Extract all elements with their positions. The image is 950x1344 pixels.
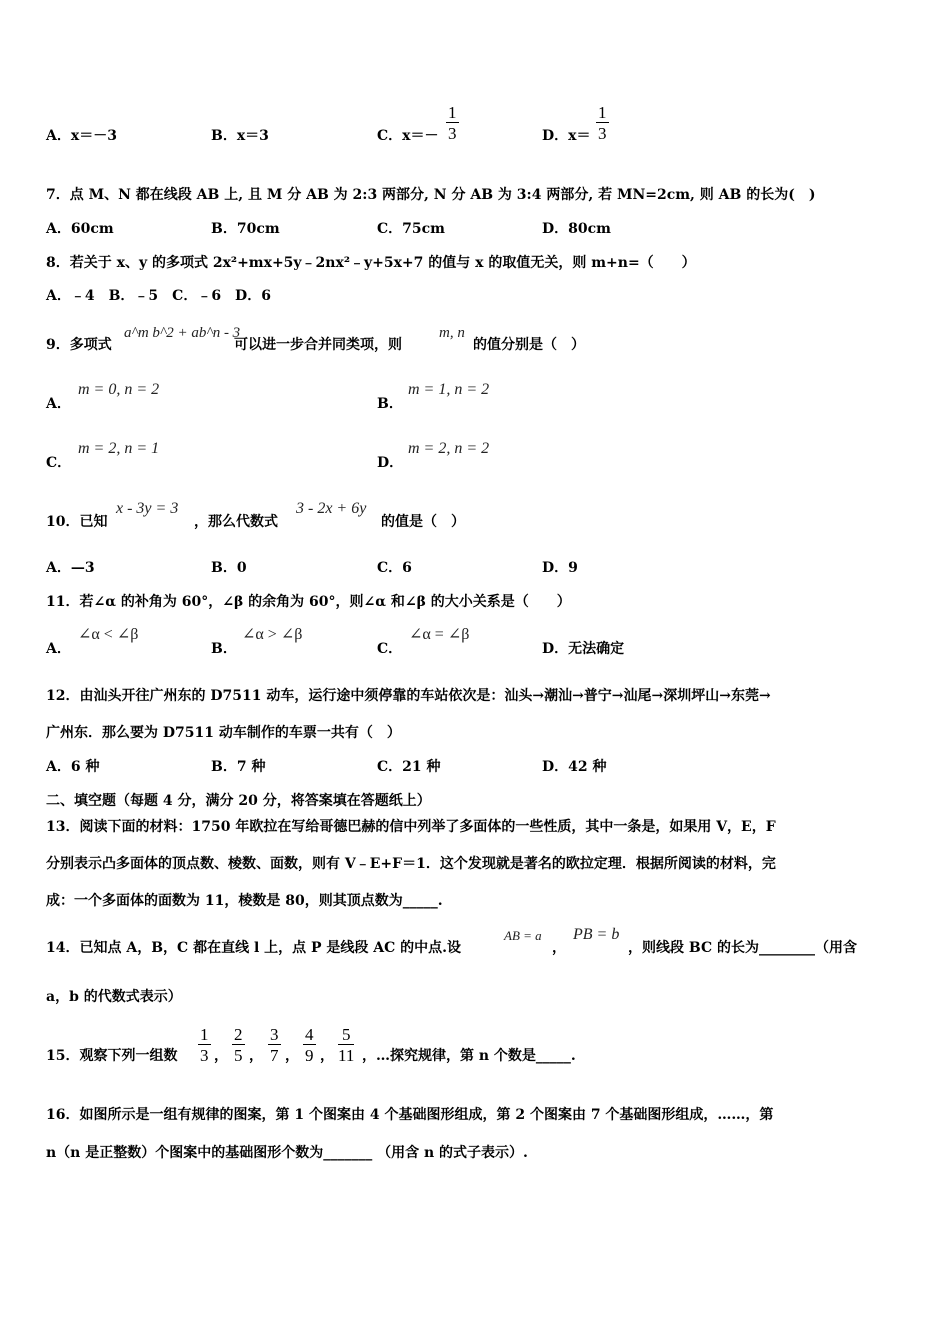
q15-separator: ， [249,1048,263,1064]
q12-option-a: A．6 种 [46,759,100,775]
q9-mid: 可以进一步合并同类项，则 [234,337,402,353]
q14-expr-ab: AB = a [504,928,542,943]
q11-option-a-expr: ∠α < ∠β [78,626,139,643]
q10-expression: 3 - 2x + 6y [296,500,367,517]
q15-separator: ， [214,1048,228,1064]
q11-option-c-label: C． [377,641,403,657]
q6-d-numerator: 1 [598,103,607,122]
q6-d-denominator: 3 [598,124,607,143]
q11-stem: 11．若∠α 的补角为 60°，∠β 的余角为 60°，则∠α 和∠β 的大小关系是（ ） [46,594,571,610]
q6-option-c-fraction [446,104,459,142]
q6-option-b: B．x＝3 [211,128,269,144]
q11-option-c-expr: ∠α = ∠β [409,626,470,643]
q7-option-d: D．80cm [542,221,611,237]
q15-fraction [268,1026,281,1064]
q8-stem: 8．若关于 x、y 的多项式 2x²+mx+5y﹣2nx²﹣y+5x+7 的值与 x 的取值无关，则 m+n=（ ） [46,255,696,271]
q13-line-3: 成：一个多面体的面数为 11，棱数是 80，则其顶点数为_____. [46,893,443,909]
q15-denominator: 9 [305,1046,314,1065]
q9-option-d-expr: m = 2, n = 2 [408,440,490,457]
q11-option-b-expr: ∠α > ∠β [242,626,303,643]
q9-lead: 9．多项式 [46,337,112,353]
q6-c-denominator: 3 [448,124,457,143]
q15-separator: ， [285,1048,299,1064]
q16-line-2: n（n 是正整数）个图案中的基础图形个数为_______ （用含 n 的式子表示）. [46,1145,528,1161]
q14-tail: ，则线段 BC 的长为________（用含 [628,940,857,956]
q6-option-d: D．x＝ [542,128,591,144]
q14-expr-pb: PB = b [573,926,620,943]
q15-separator: ， [320,1048,334,1064]
q14-lead: 14．已知点 A，B，C 都在直线 l 上，点 P 是线段 AC 的中点.设 [46,940,462,956]
q10-option-b: B．0 [211,560,247,576]
q15-numerator: 4 [305,1025,314,1044]
q7-option-a: A．60cm [46,221,114,237]
q13-line-2: 分别表示凸多面体的顶点数、棱数、面数，则有 V﹣E+F＝1．这个发现就是著名的欧拉定理．根据所阅读的材料，完 [46,856,776,872]
q9-option-a-expr: m = 0, n = 2 [78,381,160,398]
q7-option-b: B．70cm [211,221,280,237]
q9-polynomial: a^m b^2 + ab^n - 3 [124,325,241,341]
q12-option-c: C．21 种 [377,759,441,775]
q9-variables: m, n [439,325,465,341]
q9-option-b-expr: m = 1, n = 2 [408,381,490,398]
q10-option-a: A．—3 [46,560,95,576]
q12-option-b: B．7 种 [211,759,266,775]
q7-option-c: C．75cm [377,221,445,237]
q15-fraction [198,1026,211,1064]
q12-line-1: 12．由汕头开往广州东的 D7511 动车，运行途中须停靠的车站依次是：汕头→潮汕→普宁→汕尾→深圳坪山→东莞→ [46,688,771,704]
q10-option-c: C．6 [377,560,412,576]
q8-options: A．﹣4 B．﹣5 C．﹣6 D．6 [46,288,271,304]
q6-option-d-fraction [596,104,609,142]
q14-comma: ， [552,940,566,956]
q11-option-a-label: A． [46,641,71,657]
q15-lead: 15．观察下列一组数 [46,1048,178,1064]
q15-tail: ，…探究规律，第 n 个数是_____. [362,1048,576,1064]
q15-fraction [338,1026,354,1064]
q15-denominator: 7 [270,1046,279,1065]
q13-line-1: 13．阅读下面的材料：1750 年欧拉在写给哥德巴赫的信中列举了多面体的一些性质，其中一条是，如果用 V，E，F [46,819,776,835]
q12-line-2: 广州东．那么要为 D7511 动车制作的车票一共有（ ） [46,725,401,741]
q9-option-c-expr: m = 2, n = 1 [78,440,160,457]
q14-line-2: a，b 的代数式表示） [46,989,182,1005]
q9-option-a-label: A． [46,396,71,412]
q6-option-c: C．x＝－ [377,128,439,144]
q7-stem: 7．点 M、N 都在线段 AB 上, 且 M 分 AB 为 2:3 两部分, N 分 AB 为 3:4 两部分, 若 MN=2cm, 则 AB 的长为( ) [46,187,816,203]
q9-option-c-label: C． [46,455,72,471]
q10-tail: 的值是（ ） [381,514,465,530]
q10-mid: ，那么代数式 [194,514,278,530]
q9-tail: 的值分别是（ ） [473,337,585,353]
q10-option-d: D．9 [542,560,578,576]
q9-option-d-label: D． [377,455,404,471]
q11-option-b-label: B． [211,641,237,657]
q15-denominator: 3 [200,1046,209,1065]
q15-numerator: 1 [200,1025,209,1044]
q15-fraction [303,1026,316,1064]
q15-denominator: 5 [234,1046,243,1065]
q15-numerator: 5 [338,1026,354,1045]
q12-option-d: D．42 种 [542,759,607,775]
q15-numerator: 2 [234,1025,243,1044]
q9-option-b-label: B． [377,396,403,412]
section-2-heading: 二、填空题（每题 4 分，满分 20 分，将答案填在答题纸上） [46,793,431,809]
q11-option-d: D．无法确定 [542,641,625,657]
q15-denominator: 11 [338,1046,355,1065]
q6-option-a: A．x＝－3 [46,128,117,144]
q6-c-numerator: 1 [448,103,457,122]
q10-condition: x - 3y = 3 [116,500,179,517]
q15-numerator: 3 [270,1025,279,1044]
q16-line-1: 16．如图所示是一组有规律的图案，第 1 个图案由 4 个基础图形组成，第 2 个图案由 7 个基础图形组成，……，第 [46,1107,774,1123]
q15-fraction [232,1026,245,1064]
q10-lead: 10．已知 [46,514,108,530]
